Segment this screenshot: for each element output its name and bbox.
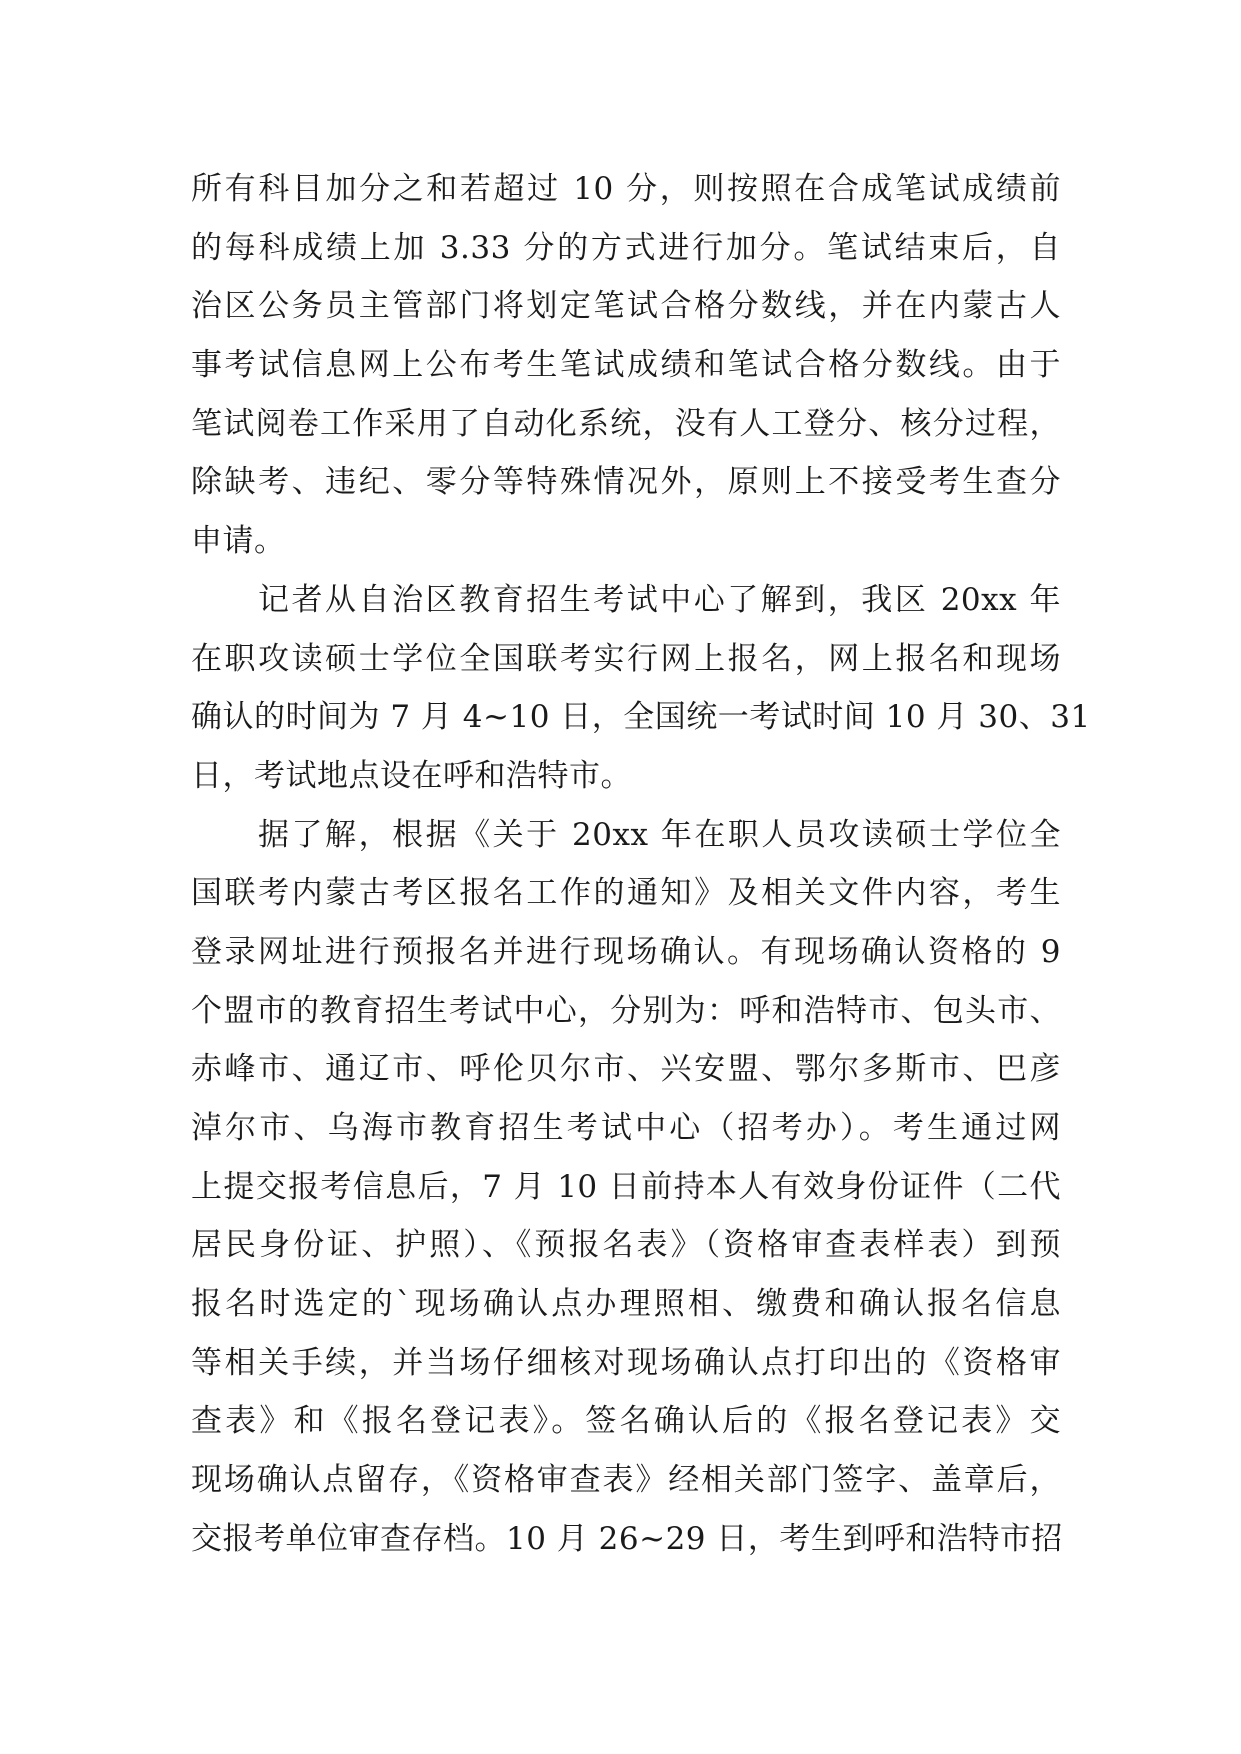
text-line: 个盟市的教育招生考试中心，分别为：呼和浩特市、包头市、 bbox=[191, 992, 1061, 1029]
text-line: 上提交报考信息后，7 月 10 日前持本人有效身份证件（二代 bbox=[191, 1168, 1061, 1205]
text-line: 的每科成绩上加 3.33 分的方式进行加分。笔试结束后，自 bbox=[191, 229, 1061, 266]
text-line: 记者从自治区教育招生考试中心了解到，我区 20xx 年 bbox=[191, 581, 1061, 618]
text-line: 现场确认点留存，《资格审查表》经相关部门签字、盖章后， bbox=[191, 1462, 1061, 1499]
text-line: 居民身份证、护照）、《预报名表》（资格审查表样表）到预 bbox=[191, 1227, 1061, 1264]
text-line: 治区公务员主管部门将划定笔试合格分数线，并在内蒙古人 bbox=[191, 288, 1061, 325]
text-line: 国联考内蒙古考区报名工作的通知》及相关文件内容，考生 bbox=[191, 875, 1061, 912]
text-line: 等相关手续，并当场仔细核对现场确认点打印出的《资格审 bbox=[191, 1344, 1061, 1381]
text-line: 报名时选定的`现场确认点办理照相、缴费和确认报名信息 bbox=[191, 1286, 1061, 1323]
text-line: 申请。 bbox=[191, 523, 286, 560]
text-line: 日，考试地点设在呼和浩特市。 bbox=[191, 757, 632, 794]
text-line: 淖尔市、乌海市教育招生考试中心（招考办）。考生通过网 bbox=[191, 1110, 1061, 1146]
text-line: 交报考单位审查存档。10 月 26~29 日，考生到呼和浩特市招 bbox=[191, 1520, 1063, 1557]
text-line: 据了解，根据《关于 20xx 年在职人员攻读硕士学位全 bbox=[191, 816, 1061, 853]
text-line: 确认的时间为 7 月 4~10 日，全国统一考试时间 10 月 30、31 bbox=[191, 699, 1091, 736]
document-body bbox=[191, 160, 1091, 1569]
text-line: 赤峰市、通辽市、呼伦贝尔市、兴安盟、鄂尔多斯市、巴彦 bbox=[191, 1051, 1061, 1088]
text-line: 查表》和《报名登记表》。签名确认后的《报名登记表》交 bbox=[191, 1403, 1061, 1440]
text-line: 除缺考、违纪、零分等特殊情况外，原则上不接受考生查分 bbox=[191, 464, 1061, 501]
text-line: 事考试信息网上公布考生笔试成绩和笔试合格分数线。由于 bbox=[191, 347, 1061, 384]
text-line: 在职攻读硕士学位全国联考实行网上报名，网上报名和现场 bbox=[191, 640, 1061, 677]
text-line: 登录网址进行预报名并进行现场确认。有现场确认资格的 9 bbox=[191, 933, 1061, 970]
text-line: 笔试阅卷工作采用了自动化系统，没有人工登分、核分过程， bbox=[191, 405, 1061, 442]
text-line: 所有科目加分之和若超过 10 分，则按照在合成笔试成绩前 bbox=[191, 171, 1061, 207]
